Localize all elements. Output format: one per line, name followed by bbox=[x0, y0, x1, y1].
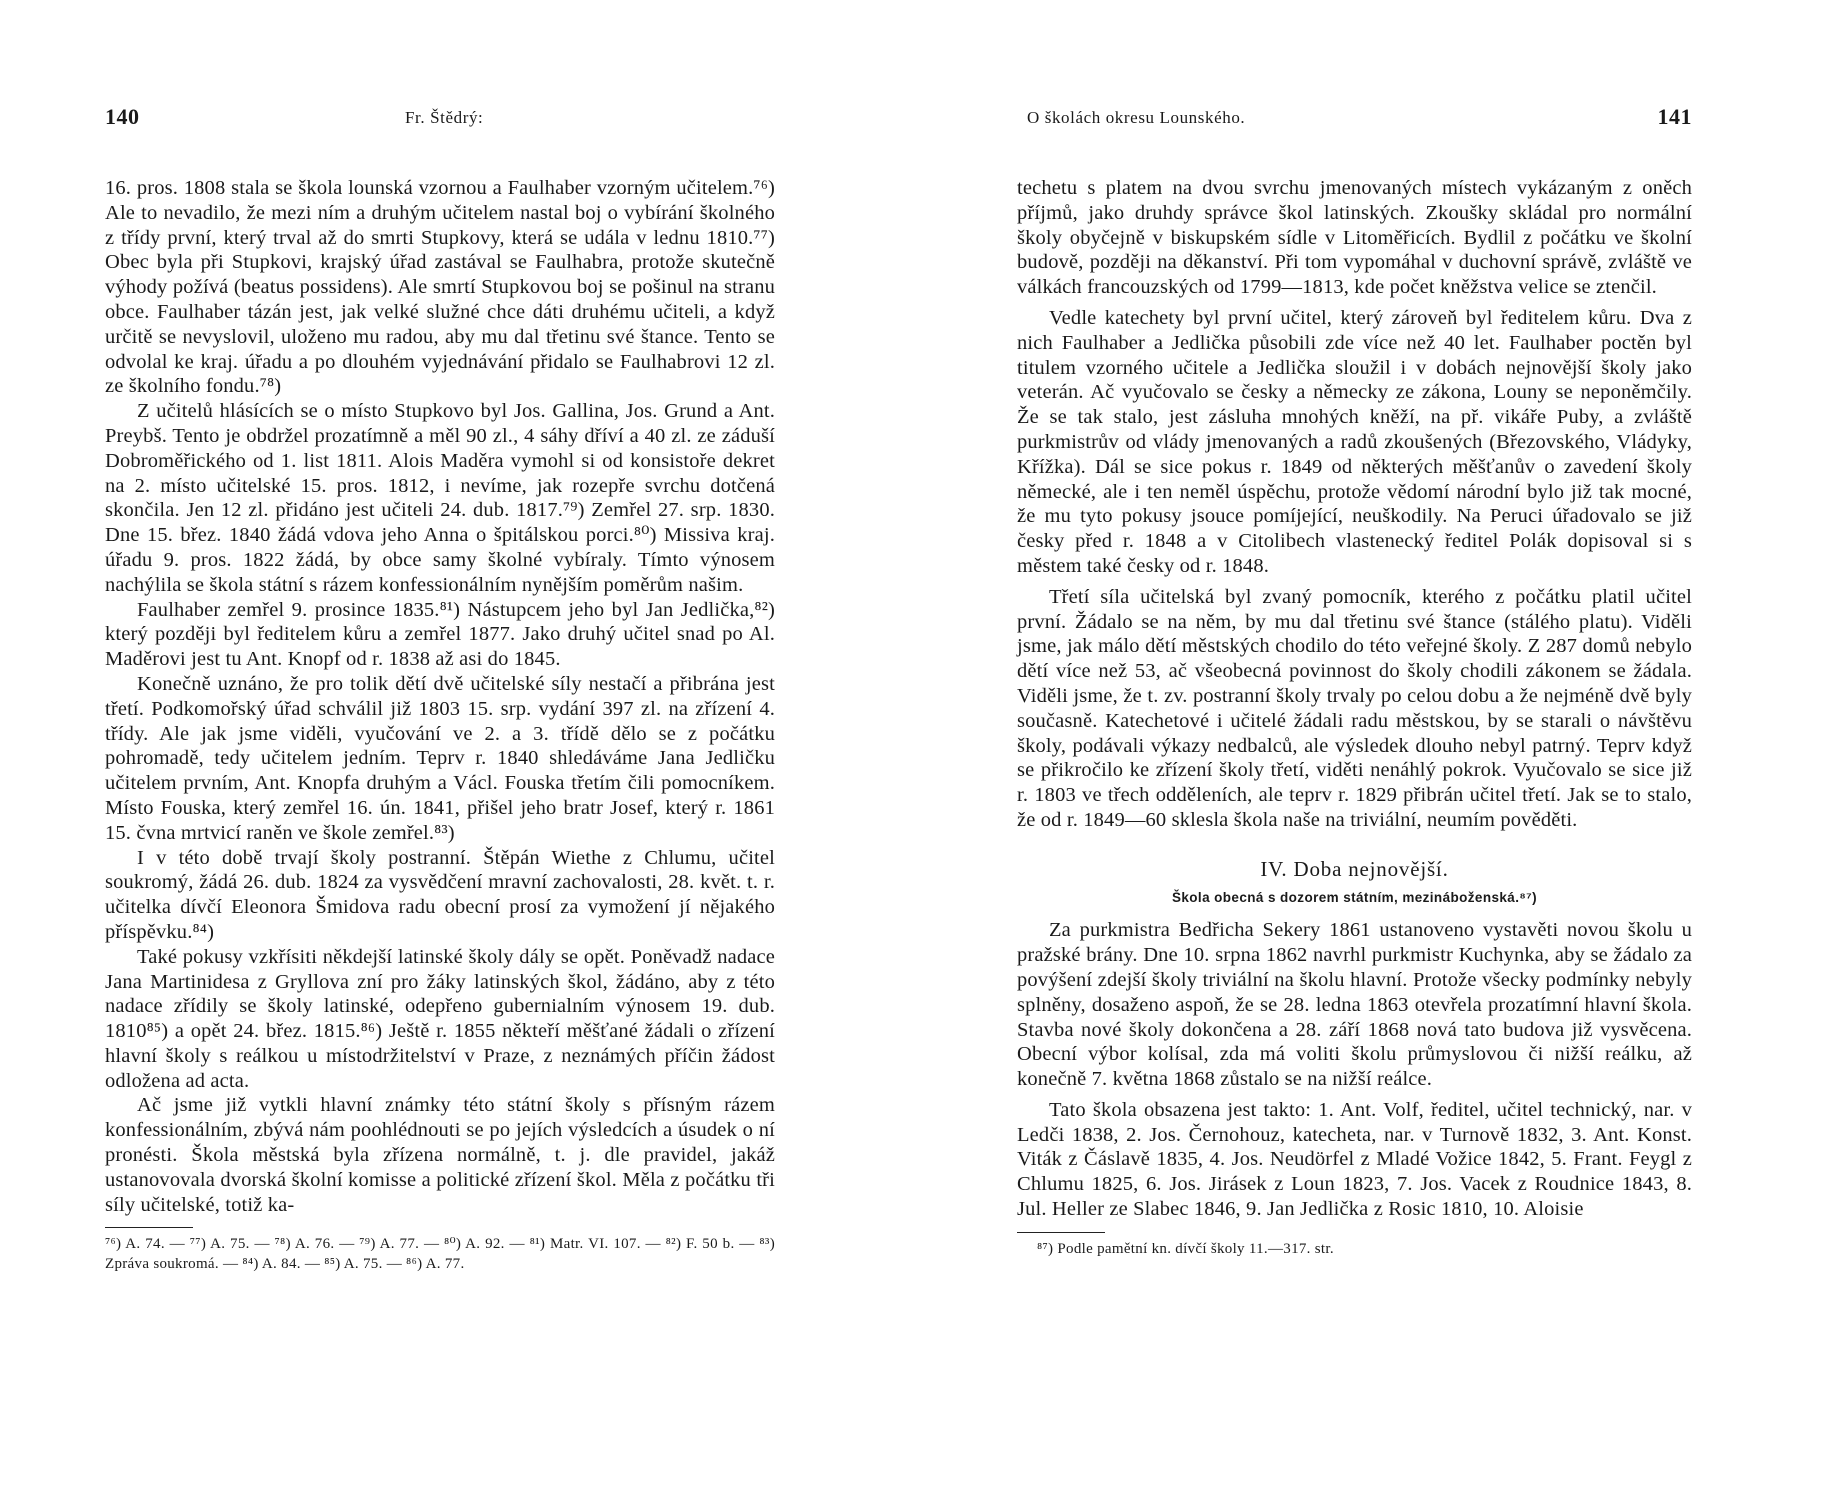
right-footnotes: ⁸⁷) Podle pamětní kn. dívčí školy 11.—317. str. bbox=[1037, 1240, 1334, 1257]
right-body-text bbox=[1017, 176, 1692, 1222]
left-paragraph-4: Konečně uznáno, že pro tolik dětí dvě učitelské síly nestačí a přibrána jest třetí. Podkomořský úřad schválil již 1803 15. srp. vydání 397 zl. na zřízení 4. třídy. Ale jak jsme viděli, vyučování ve 2. a 3. třídě dělo se z počátku pohromadě, tedy učitelem jedním. Teprv r. 1840 shledáváme Jana Jedličku učitelem prvním, Ant. Knopfa druhým a Václ. Fouska třetím čili pomocníkem. Místo Fouska, který zemřel 16. ún. 1841, přišel jeho bratr Josef, který r. 1861 15. čvna mrtvicí raněn ve škole zemřel.⁸³) bbox=[105, 672, 775, 844]
right-running-head bbox=[1017, 100, 1692, 140]
left-paragraph-7: Ač jsme již vytkli hlavní známky této státní školy s přísným rázem konfessionálním, zbývá nám poohlédnouti se po jejích výsledcích a úsudek o ní pronésti. Škola městská byla zřízena normálně, t. j. dle pravidel, jakáž ustanovovala dvorská školní komisse a politické zřízení škol. Měla z počátku tři síly učitelské, totiž ka- bbox=[105, 1094, 775, 1216]
right-page bbox=[1017, 100, 1692, 1259]
right-paragraph-2: Vedle katechety byl první učitel, který zároveň byl ředitelem kůru. Dva z nich Faulhaber a Jedlička působili zde více než 40 let. Faulhaber poctěn byl titulem vzorného učitele a Jedlička sloužil i v dobách nejnovější školy jako veterán. Ač vyučovalo se česky a německy ze zákona, Louny se neponěmčily. Že se tak stalo, jest zásluha mnohých kněží, na př. vikáře Puby, a zvláště purkmistrův od vlády jmenovaných a radů zkoušených (Březovského, Vládyky, Křížka). Dál se sice pokus r. 1849 od některých měšťanův o zavedení školy německé, ale i ten neměl úspěchu, protože vědomí národní bylo již tak mocné, že mu tyto pokusy jsouce pomíjející, neuškodily. Na Peruci úřadovalo se již česky před r. 1848 a v Citolibech vlastenecký ředitel Polák dopisoval si s městem také česky od r. 1848. bbox=[1017, 306, 1692, 577]
left-body-text bbox=[105, 176, 775, 1217]
left-footnote-rule bbox=[105, 1227, 193, 1228]
right-paragraph-1: techetu s platem na dvou svrchu jmenovaných místech vykázaným z oněch příjmů, jako druhdy správce škol latinských. Zkoušky skládal pro normální školy obyčejně v biskupském sídle v Litoměřicích. Bydlil z počátku ve školní budově, později na děkanství. Při tom vypomáhal v duchovní správě, zvláště ve válkách francouzských od 1799—1813, kde počet kněžstva velice se ztenčil. bbox=[1017, 177, 1692, 299]
right-running-title: O školách okresu Lounského. bbox=[1027, 108, 1246, 127]
right-paragraph-3: Třetí síla učitelská byl zvaný pomocník, kterého z počátku platil učitel první. Žádalo se na něm, by mu dal třetinu své štance (stálého platu). Viděli jsme, jak málo dětí městských chodilo do této veřejné školy. Z 287 domů nebylo dětí více než 53, ač všeobecná povinnost do školy chodili zákonem se žádala. Viděli jsme, že t. zv. postranní školy trvaly po celou dobu a že nejméně dvě byly současně. Katechetové i učitelé žádali radu městskou, by se starali o návštěvu školy, podávali výkazy nedbalců, ale výsledek dlouho nebyl patrný. Teprv když se přikročilo ke zřízení školy třetí, viděti nenáhlý pokrok. Vyučovalo se sice již r. 1803 ve třech odděleních, ale teprv r. 1829 přibrán učitel třetí. Jak se to stalo, že od r. 1849—60 sklesla škola naše na triviální, neumím pověděti. bbox=[1017, 585, 1692, 831]
left-footnotes: ⁷⁶) A. 74. — ⁷⁷) A. 75. — ⁷⁸) A. 76. — ⁷⁹) A. 77. — ⁸⁰) A. 92. — ⁸¹) Matr. VI. 107. — ⁸²) F. 50 b. — ⁸³) Zpráva soukromá. — ⁸⁴) A. 84. — ⁸⁵) A. 75. — ⁸⁶) A. 77. bbox=[105, 1236, 775, 1273]
left-page-number: 140 bbox=[105, 104, 140, 129]
left-running-title: Fr. Štědrý: bbox=[405, 108, 484, 127]
left-paragraph-1: 16. pros. 1808 stala se škola lounská vzornou a Faulhaber vzorným učitelem.⁷⁶) Ale to nevadilo, že mezi ním a druhým učitelem nastal boj o vybírání školného z třídy první, který trval až do smrti Stupkovy, která se udála v lednu 1810.⁷⁷) Obec byla při Stupkovi, krajský úřad zastával se Faulhabra, protože skutečně výhody požívá (beatus possidens). Ale smrtí Stupkovou boj se pošinul na stranu obce. Faulhaber tázán jest, jak velké služné chce dáti druhému učiteli, a když určitě se nevyslovil, uloženo mu radou, aby mu dal třetinu své štance. Tento se odvolal ke kraj. úřadu a po dlouhém vyjednávání přidalo se Faulhabrovi 12 zl. ze školního fondu.⁷⁸) bbox=[105, 177, 775, 398]
section-heading bbox=[1017, 857, 1692, 911]
right-paragraph-5: Tato škola obsazena jest takto: 1. Ant. Volf, ředitel, učitel technický, nar. v Ledči 1838, 2. Jos. Černohouz, katecheta, nar. v Turnově 1832, 3. Ant. Konst. Viták z Čáslavě 1835, 4. Jos. Neudörfel z Mladé Vožice 1842, 5. Frant. Feygl z Chlumu 1825, 6. Jos. Jirásek z Loun 1823, 7. Jos. Vacek z Roudnice 1843, 8. Jul. Heller ze Slabec 1846, 9. Jan Jedlička z Rosic 1810, 10. Aloisie bbox=[1017, 1098, 1692, 1221]
right-paragraph-4: Za purkmistra Bedřicha Sekery 1861 ustanoveno vystavěti novou školu u pražské brány. Dne 10. srpna 1862 navrhl purkmistr Kuchynka, aby se žádalo za povýšení zdejší školy triviální na školu hlavní. Protože všecky podmínky nebyly splněny, dosaženo aspoň, že se 28. ledna 1863 otevřela prozatímní hlavní škola. Stavba nové školy dokončena a 28. září 1868 nová tato budova již vysvěcena. Obecní výbor kolísal, zda má voliti školu průmyslovou či nižší reálku, až konečně 7. května 1868 zůstalo se na nižší reálce. bbox=[1017, 919, 1692, 1091]
right-footnote-rule bbox=[1017, 1232, 1105, 1233]
left-paragraph-2: Z učitelů hlásících se o místo Stupkovo byl Jos. Gallina, Jos. Grund a Ant. Preybš. Tento je obdržel prozatímně a měl 90 zl., 4 sáhy dříví a 40 zl. ze záduší Dobroměřického od 1. list 1811. Alois Maděra vymohl si od konsistoře dekret na 2. místo učitelské 15. pros. 1812, i nevíme, jak rozepře svrchu dotčená skončila. Jen 12 zl. přidáno jest učiteli 24. dub. 1817.⁷⁹) Zemřel 27. srp. 1830. Dne 15. břez. 1840 žádá vdova jeho Anna o špitálskou porci.⁸⁰) Missiva kraj. úřadu 9. pros. 1822 žádá, by obce samy školné vybíraly. Tímto výnosem nachýlila se škola státní s rázem konfessionálním nynějším poměrům našim. bbox=[105, 400, 775, 596]
left-paragraph-5: I v této době trvají školy postranní. Štěpán Wiethe z Chlumu, učitel soukromý, žádá 26. dub. 1824 za vysvědčení mravní zachovalosti, 28. květ. t. r. učitelka dívčí Eleonora Šmidova radu obecní prosí za vymožení jí nějakého příspěvku.⁸⁴) bbox=[105, 846, 775, 943]
section-subtitle: Škola obecná s dozorem státním, mezináboženská.⁸⁷) bbox=[1171, 889, 1538, 905]
left-paragraph-6: Také pokusy vzkřísiti někdejší latinské školy dály se opět. Poněvadž nadace Jana Martinidesa z Gryllova zní pro žáky latinských škol, žádáno, aby z této nadace zřídily se školy latinské, odepřeno gubernialním výnosem 19. dub. 1810⁸⁵) a opět 24. břez. 1815.⁸⁶) Ještě r. 1855 někteří měšťané žádali o zřízení hlavní školy s reálkou u místodržitelství v Praze, z neznámých příčin žádost odložena ad acta. bbox=[105, 945, 775, 1092]
left-running-head bbox=[105, 100, 775, 140]
right-page-number: 141 bbox=[1657, 104, 1692, 129]
left-paragraph-3: Faulhaber zemřel 9. prosince 1835.⁸¹) Nástupcem jeho byl Jan Jedlička,⁸²) který později byl ředitelem kůru a zemřel 1877. Jako druhý učitel snad po Al. Maděrovi jest tu Ant. Knopf od r. 1838 až asi do 1845. bbox=[105, 598, 775, 671]
left-page bbox=[105, 100, 775, 1274]
section-title: IV. Doba nejnovější. bbox=[1260, 856, 1449, 881]
